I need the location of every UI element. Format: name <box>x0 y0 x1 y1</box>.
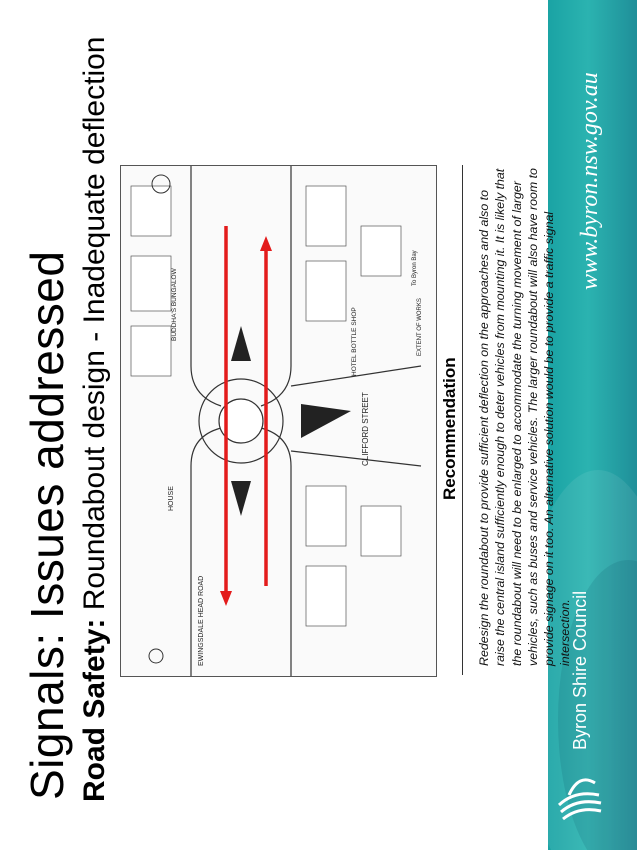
road-edge <box>191 166 221 406</box>
hotel-label: HOTEL BOTTLE SHOP <box>351 307 358 376</box>
ewingsdale-road-label: EWINGSDALE HEAD ROAD <box>198 575 205 666</box>
note-box <box>306 261 346 321</box>
slide-title: Signals: Issues addressed <box>21 250 73 800</box>
website-text: www.byron.nsw.gov.au <box>577 72 603 290</box>
splitter-island-north <box>231 326 251 361</box>
subtitle-bold: Road Safety: <box>78 618 111 802</box>
splitter-island-east <box>301 404 351 438</box>
recommendation-heading: Recommendation <box>440 357 459 500</box>
side-street-edge <box>291 451 421 466</box>
splitter-island-south <box>231 481 251 516</box>
note-box <box>306 186 346 246</box>
note-box <box>361 226 401 276</box>
red-arrowhead-right <box>260 236 272 251</box>
note-box <box>131 186 171 236</box>
road-edge <box>191 428 221 676</box>
recommendation-body: Redesign the roundabout to provide sufficient deflection on the approaches and also to raise the central island sufficiently enough to deter vehicles from mounting it. It is likely that the roundabout will need to be enlarged to accommodate the turning movement of larger vehicles, such as buses and service vehicles. The larger roundabout will also have room to provide signage on it too. An alternative solution would be to provide a traffic signal intersection. <box>477 168 573 666</box>
roundabout-symbol-icon <box>149 649 163 663</box>
note-box <box>306 486 346 546</box>
house-label: HOUSE <box>168 486 175 511</box>
to-byron-label: To Byron Bay <box>412 250 418 286</box>
extent-label: EXTENT OF WORKS <box>417 298 423 356</box>
council-name: Byron Shire Council <box>570 590 590 750</box>
slide-subtitle <box>78 37 112 803</box>
note-box <box>306 566 346 626</box>
note-box <box>131 256 171 311</box>
roundabout-plan-svg <box>121 166 436 676</box>
council-logo-icon <box>555 765 605 825</box>
clifford-street-label: CLIFFORD STREET <box>361 392 370 466</box>
red-arrowhead-left <box>220 591 232 606</box>
subtitle-text: Roundabout design - Inadequate deflection <box>78 36 111 619</box>
roundabout-plan-diagram <box>120 165 437 677</box>
note-box <box>131 326 171 376</box>
divider <box>462 165 463 675</box>
buddhas-label: BUDDHA'S BUNGALOW <box>171 268 178 341</box>
note-box <box>361 506 401 556</box>
